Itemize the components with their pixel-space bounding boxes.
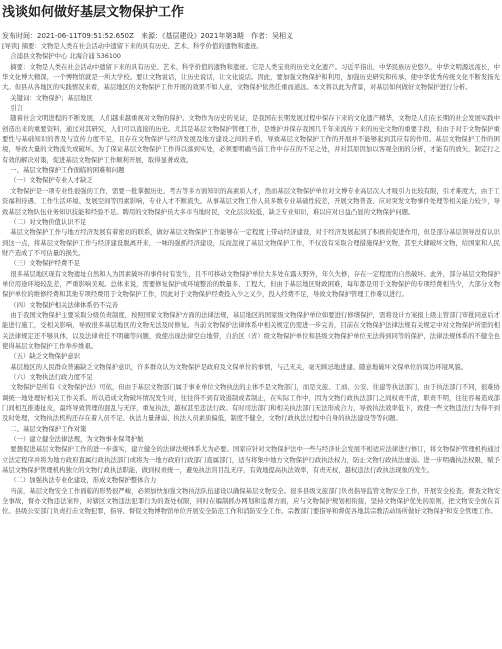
paragraph: 当前，基层文物安全工作面临的形势很严峻，必须加快加强文物执法队伍建设以确保基层文物安全。很多县级文旅部门负责指导监管文物安全工作，开展安全检查，督查文物安全事故，督办文物违法案件，对辖区文物违法犯罪行为的查处权限，同时在编制抓办网划和监督方面，应与文物保护规划相衔接，坚持文物保护优先的原则，把文物安全放在首位。县级公安部门负责打击文物犯罪，指导、督促文物博物馆单位开展安全防范工作和消防安全工作。宗教部门要指导和督促各地其宗教活动场所做好文物保护和安全管理工作。	[2, 487, 500, 516]
section-heading: 二、基层文物保护工作对策	[10, 425, 87, 433]
paragraph: 基层地区的人民群众普遍缺乏文物保护意识，许多群众认为文物保护是政府及文保单位的事情，与己无关，毫无顾忌地进建、随意地破坏文保单位的周边环境风貌。	[10, 363, 468, 371]
keywords: 关键词：文物保护；基层地区	[10, 94, 93, 102]
paragraph: 由于我国文物保护主要采取分级负责制度，按照国家文物保护方面的法律法规，基层地区的国家级文物保护单位如要进行修缮保护，需将设计方案报上级主管部门审批同意后才能进行施工，受相关影响，导致很多基层地区的文物无法及时修复。当前文物保护法律体系中相关规定仍需进一步完善，目前在文物保护法律法规有关规定中对文物保护所需的相关法律规定还不够具体，以及法律责任不明确等问题，致使出现法律空白地带，自治区（省）级文物保护单位和县级文物保护单位无法得到同等的保护，法律法规体系的不健全也使得基层文物保护工作举步维艰。	[2, 311, 500, 350]
paragraph: 文物保护是一项专业性很强的工作，需要一批掌握历史、考古等多方面知识的高素质人才，然而基层文物保护单位对文博专业高层次人才吸引力比较有限，引才难度大，由于工资福利待遇、工作生活环境、发展空间等因素影响，专业人才不断流失。从事基层文物工作人员多数专业基础性较差，开展文物普查、应对突发文物事件处理等相关能力较少，导致基层文物队伍业务知识技能和经验不足。聘用的文物保护员大多市当地时民，文化层次较低，缺乏专业知识，难以应对日益凸显的文物保护问题。	[2, 187, 500, 216]
subsection-heading: （六）文物执法行政力度不足	[10, 374, 93, 381]
lead-note: [导读] 摘要：文物是人类在社会活动中遗留下来的具有历史、艺术、科学价值的遗物和遗迹。	[2, 43, 263, 50]
author-affiliation: 合浦县文物保护中心 北海合浦 536100	[10, 53, 121, 61]
abstract: 摘要：文物是人类在社会活动中遗留下来的具有历史、艺术、科学价值的遗物和遗迹。它是人类宝贵的历史文化遗产。习近平指出，中华民族历史悠久，中华文明源远流长，中华文化博大精深，一个博物馆就是一所大学校。要让文物说话，让历史说话，让文化说话。因此，要加强文物保护和利用，加强历史研究和传承，使中华优秀传统文化不断发扬光大。但县从各地区的实践情况来看，基层地区的文物保护工作开展的效果不如人意，文物保护依然任重而道远。本文将以此为背景，对基层如何做好文物保护进行分析。	[2, 63, 500, 92]
paragraph: 要想促进基层文物保护工作的进一步落实，建立健全的法律法规体系尤为必要。国家应针对文物保护法中一些与经济社会发展不相适应法律进行修订，将文物保护管理机构通过立法定程序并将为地方政府直属行政执法部门或将为一地方政府行政部门直属部门，适当将集中地方文物保护行政执法权力，防止文物行政执法虚弱。进一步明确执法权限，赋予基层文物保护管理机构独立的文物行政执法职能，做到权责统一，避免执法盲目乱无序，有效地提高执法效率，有责无权，越权违法行政执法现象的发生。	[2, 446, 500, 475]
article-source: 来源：《基层建设》2021年第3期	[141, 32, 244, 40]
subsection-heading: （四）文物保护相关法律体系仍不完善	[10, 301, 119, 309]
article-body	[2, 42, 500, 518]
subsection-heading: （五）缺乏文物保护意识	[10, 353, 81, 361]
paragraph: 随着社会文明进程的不断发展，人们越来越重视对文物的保护。文物作为历史的见证，是我国在长期发展过程中保存下来的文化遗产精华，文物是人们在长期的社会发展实践中创造出来的重要资料，通过对其研究，人们可以直接的历史。尤其是基层文物保护管理工作，是维护并保存我国几千年来流传下来的历史文物的重要手段，但由于对于文物保护重要性与基础知识的普及与宣传力度不足，且存在文物保护与经济发展及地方建设之间的矛盾，导致基层文物保护工作的开展并不能够起到其应有的作用。基层文物保护工作的困境，导致大量的文物流失或破坏。为了保证基层文物保护工作得以落到实处，必须要明确当前工作中存在的不足之处，并对其原因加以客观全面的分析，才能有的放矢，制定行之有效的解决对策，促进基层文物保护工作顺利开展，取得显著成效。	[2, 115, 500, 164]
section-heading: 引言	[10, 105, 23, 113]
paragraph: 文物保护是所有《文物保护法》可依，但由于基层文物部门属于事业单位文物执法的主体不是文物部门，而是文旅、工商、公安、住建等执法部门，由于执法部门不同，很难协调统一地处理好相关工作关系。所以造成文物破坏情况发生时，往往得不到有效遏制或者制止，在实际工作中，因为文物行政执法部门之间权责不清，职责不明，往往容易造成部门间相互推诿扯皮，最终导致管理的混乱与无序，重复执法，越权甚至违法行政。有时司法部门和相关执法部门无法形成合力，导致执法效率低下，致使一些文物违法行为得不到及时处理，文物执法机构还存在着人员不足、执法力量薄弱、执法人员素质偏低，制度不健全，文物行政执法过程中自身的执法建设等等问题。	[2, 384, 500, 423]
article-title: 浅谈如何做好基层文物保护工作	[2, 5, 185, 20]
paragraph: 很多基层地区现有文物遗址自然和人为因素破坏的事件时有发生，且不可移动文物保护单位大多处在露天野外，年久失修，存在一定程度的自然破坏。此外，部分基层文物保护单位用途环境较乱差，严重影响美观。总体来说，需要修复保护或环境整治的数量多、工程大，但由于基层地区财政困难，每年都是用于文物保护的专项经费相当少，大部分文物保护单位的维修经费和其他专项经费用于文物保护工作，因此对于文物保护经费投入少之又少，投入经费不足，导致文物保护管理工作难以进行。	[2, 270, 500, 299]
subsection-heading: （一）建立健全法律法规，为文物事业保驾护航	[10, 436, 144, 444]
publish-time: 发布时间：2021-06-11T09:51:52.650Z	[2, 32, 134, 40]
subsection-heading: （二）加强执法专业化建设，形成文物保护整体合力	[10, 477, 157, 485]
subsection-heading: （一）文物保护专业人才缺乏	[10, 177, 93, 185]
section-heading: 一、基层文物保护工作面临的困难和问题	[10, 167, 125, 175]
subsection-heading: （三）文物保护经费不足	[10, 260, 81, 268]
subsection-heading: （二）对文物价值认识不足	[10, 218, 87, 226]
article-author: 作者：吴相义	[251, 32, 294, 40]
paragraph: 基层文物保护工作与地方经济发展有着密切的联系，做好基层文物保护工作能够在一定程度上带动经济建设，对于经济发展起到了积极的促进作用，但是部分基层领导没有认识到这一点，将基层文物保护工作与经济建设脱离开来，一味的强抓经济建设，反而忽视了基层文物保护工作，不仅没有采取合理措施保护文物，甚至大肆破坏文物，给国家和人民财产造成了不可估量的损失。	[2, 229, 500, 257]
article-meta	[2, 31, 500, 41]
